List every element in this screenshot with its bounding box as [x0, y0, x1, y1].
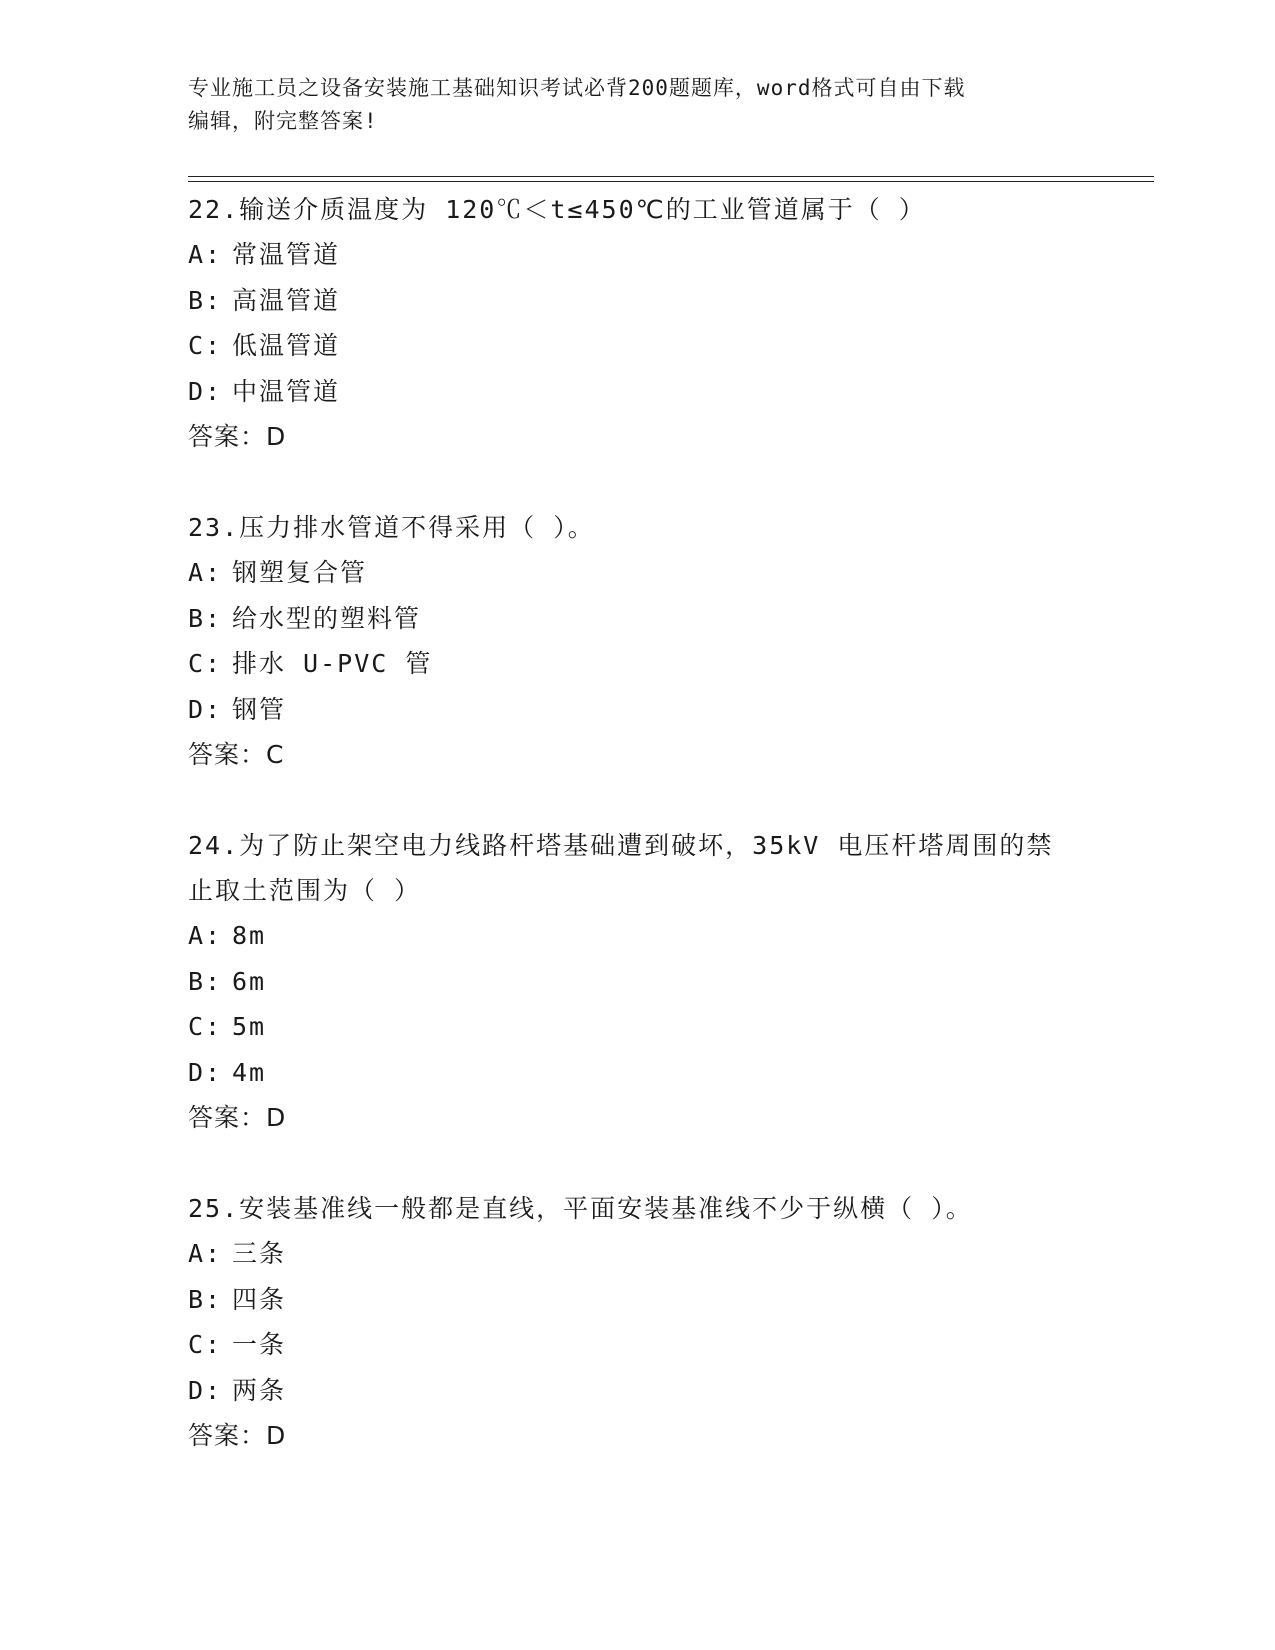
option-b [188, 278, 1088, 324]
option-text: 排水 U-PVC 管 [232, 649, 433, 678]
answer-line: 答案：C [188, 740, 285, 769]
option-text: 6m [232, 966, 267, 996]
option-text: 两条 [232, 1375, 287, 1405]
question-23 [188, 505, 1088, 778]
option-c [188, 1322, 1088, 1368]
question-stem [188, 1186, 1088, 1231]
header-divider-bottom [188, 181, 1154, 182]
option-d [188, 1050, 1088, 1096]
option-text: 四条 [232, 1284, 287, 1314]
answer-line: 答案：D [188, 1421, 287, 1450]
option-key: A: [188, 1239, 223, 1268]
option-key: A: [188, 558, 223, 587]
option-key: A: [188, 921, 223, 950]
question-stem-line: 24.为了防止架空电力线路杆塔基础遭到破坏，35kV 电压杆塔周围的禁 [188, 831, 1054, 860]
option-d [188, 1368, 1088, 1414]
option-text: 低温管道 [232, 331, 341, 360]
question-22 [188, 187, 1088, 460]
option-key: B: [188, 603, 223, 633]
question-stem [188, 823, 1088, 913]
option-text: 中温管道 [232, 376, 341, 406]
header-divider-top [188, 176, 1154, 177]
option-text: 常温管道 [232, 240, 341, 269]
option-key: D: [188, 1057, 223, 1087]
option-b [188, 1277, 1088, 1323]
option-d [188, 687, 1088, 733]
header-title-line-2: 编辑，附完整答案! [188, 109, 378, 133]
option-text: 给水型的塑料管 [232, 603, 422, 633]
option-key: C: [188, 649, 223, 678]
option-b [188, 959, 1088, 1005]
option-key: D: [188, 376, 223, 406]
question-stem-line: 25.安装基准线一般都是直线，平面安装基准线不少于纵横（ ）。 [188, 1194, 973, 1223]
document-header [188, 72, 1088, 138]
question-24 [188, 823, 1088, 1141]
option-key: D: [188, 1375, 223, 1405]
option-a [188, 550, 1088, 596]
option-text: 一条 [232, 1330, 287, 1359]
option-a [188, 1231, 1088, 1277]
option-text: 钢管 [232, 694, 287, 724]
option-text: 5m [232, 1012, 267, 1041]
option-text: 三条 [232, 1239, 287, 1268]
option-c [188, 641, 1088, 687]
option-c [188, 323, 1088, 369]
option-key: A: [188, 240, 223, 269]
question-list [188, 187, 1088, 1504]
option-b [188, 596, 1088, 642]
header-title-line-1: 专业施工员之设备安装施工基础知识考试必背200题题库，word格式可自由下载 [188, 76, 966, 100]
option-a [188, 232, 1088, 278]
option-key: B: [188, 285, 223, 315]
option-key: B: [188, 1284, 223, 1314]
question-stem [188, 505, 1088, 550]
option-text: 8m [232, 921, 267, 950]
option-text: 高温管道 [232, 285, 341, 315]
answer-line: 答案：D [188, 422, 287, 451]
answer-line: 答案：D [188, 1103, 287, 1132]
option-text: 4m [232, 1057, 267, 1087]
question-stem [188, 187, 1088, 232]
question-stem-line: 止取土范围为（ ） [188, 876, 422, 905]
option-c [188, 1004, 1088, 1050]
option-text: 钢塑复合管 [232, 558, 368, 587]
option-key: C: [188, 1012, 223, 1041]
option-key: D: [188, 694, 223, 724]
option-a [188, 913, 1088, 959]
question-stem-line: 23.压力排水管道不得采用（ ）。 [188, 513, 595, 542]
question-25 [188, 1186, 1088, 1459]
question-stem-line: 22.输送介质温度为 120℃＜t≤450℃的工业管道属于（ ） [188, 195, 926, 224]
option-key: B: [188, 966, 223, 996]
option-key: C: [188, 1330, 223, 1359]
option-key: C: [188, 331, 223, 360]
option-d [188, 369, 1088, 415]
